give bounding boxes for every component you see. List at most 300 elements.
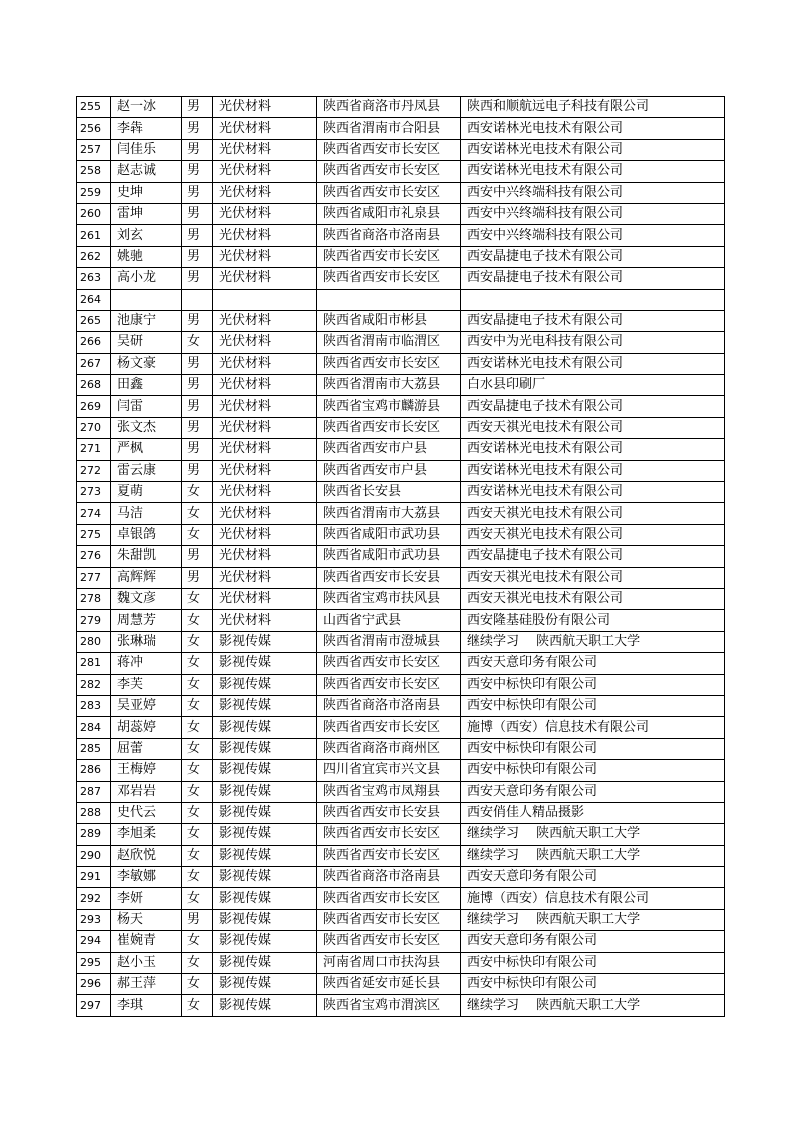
employer-cell: 西安中标快印有限公司	[461, 974, 725, 995]
employer-cell: 西安天意印务有限公司	[461, 653, 725, 674]
employer-cell: 西安诺林光电技术有限公司	[461, 118, 725, 139]
gender-cell: 女	[182, 802, 213, 823]
major-cell: 光伏材料	[213, 439, 317, 460]
origin-cell: 陕西省咸阳市彬县	[317, 310, 461, 331]
major-cell: 影视传媒	[213, 653, 317, 674]
table-row	[77, 118, 725, 139]
gender-cell: 女	[182, 524, 213, 545]
roster-body	[77, 97, 725, 1017]
origin-cell: 四川省宜宾市兴文县	[317, 760, 461, 781]
origin-cell: 陕西省商洛市洛南县	[317, 695, 461, 716]
gender-cell: 男	[182, 439, 213, 460]
table-row	[77, 417, 725, 438]
origin-cell	[317, 289, 461, 310]
major-cell: 光伏材料	[213, 182, 317, 203]
employer-cell: 西安天意印务有限公司	[461, 931, 725, 952]
table-row	[77, 824, 725, 845]
employer-cell: 西安天意印务有限公司	[461, 781, 725, 802]
major-cell: 光伏材料	[213, 332, 317, 353]
major-cell: 影视传媒	[213, 952, 317, 973]
origin-cell: 陕西省西安市长安县	[317, 567, 461, 588]
row-number-cell: 281	[77, 653, 111, 674]
employer-cell: 继续学习 陕西航天职工大学	[461, 824, 725, 845]
gender-cell: 女	[182, 888, 213, 909]
gender-cell: 女	[182, 588, 213, 609]
name-cell: 严枫	[111, 439, 182, 460]
table-row	[77, 268, 725, 289]
employer-cell: 西安中为光电科技有限公司	[461, 332, 725, 353]
table-row	[77, 867, 725, 888]
gender-cell: 女	[182, 952, 213, 973]
row-number-cell: 267	[77, 353, 111, 374]
table-row	[77, 995, 725, 1016]
row-number-cell: 257	[77, 139, 111, 160]
gender-cell: 男	[182, 182, 213, 203]
employer-cell: 施博（西安）信息技术有限公司	[461, 888, 725, 909]
employer-cell: 西安晶捷电子技术有限公司	[461, 546, 725, 567]
major-cell: 光伏材料	[213, 396, 317, 417]
row-number-cell: 296	[77, 974, 111, 995]
employer-cell: 西安晶捷电子技术有限公司	[461, 246, 725, 267]
table-row	[77, 353, 725, 374]
employer-cell: 西安诺林光电技术有限公司	[461, 482, 725, 503]
table-row	[77, 909, 725, 930]
major-cell: 光伏材料	[213, 610, 317, 631]
employer-cell: 西安中标快印有限公司	[461, 760, 725, 781]
name-cell: 赵小玉	[111, 952, 182, 973]
origin-cell: 陕西省渭南市合阳县	[317, 118, 461, 139]
gender-cell: 女	[182, 760, 213, 781]
row-number-cell: 297	[77, 995, 111, 1016]
origin-cell: 陕西省延安市延长县	[317, 974, 461, 995]
row-number-cell: 292	[77, 888, 111, 909]
table-row	[77, 845, 725, 866]
row-number-cell: 263	[77, 268, 111, 289]
name-cell: 杨文豪	[111, 353, 182, 374]
employer-cell: 西安中标快印有限公司	[461, 952, 725, 973]
table-row	[77, 246, 725, 267]
employer-cell: 陕西和顺航远电子科技有限公司	[461, 97, 725, 118]
table-row	[77, 203, 725, 224]
origin-cell: 陕西省咸阳市武功县	[317, 524, 461, 545]
name-cell: 崔婉青	[111, 931, 182, 952]
row-number-cell: 289	[77, 824, 111, 845]
gender-cell: 女	[182, 610, 213, 631]
name-cell: 姚驰	[111, 246, 182, 267]
row-number-cell: 282	[77, 674, 111, 695]
origin-cell: 陕西省西安市长安区	[317, 161, 461, 182]
table-row	[77, 738, 725, 759]
name-cell: 杨天	[111, 909, 182, 930]
name-cell: 雷云康	[111, 460, 182, 481]
student-roster-table	[76, 96, 725, 1017]
table-row	[77, 546, 725, 567]
table-row	[77, 760, 725, 781]
origin-cell: 陕西省西安市长安区	[317, 417, 461, 438]
major-cell: 影视传媒	[213, 781, 317, 802]
gender-cell: 男	[182, 909, 213, 930]
name-cell: 张琳瑞	[111, 631, 182, 652]
name-cell: 李妍	[111, 888, 182, 909]
employer-cell: 西安诺林光电技术有限公司	[461, 460, 725, 481]
row-number-cell: 278	[77, 588, 111, 609]
table-row	[77, 332, 725, 353]
origin-cell: 陕西省西安市长安区	[317, 246, 461, 267]
table-row	[77, 931, 725, 952]
row-number-cell: 270	[77, 417, 111, 438]
major-cell: 光伏材料	[213, 588, 317, 609]
table-row	[77, 482, 725, 503]
table-row	[77, 375, 725, 396]
major-cell: 光伏材料	[213, 268, 317, 289]
origin-cell: 陕西省西安市长安区	[317, 888, 461, 909]
origin-cell: 陕西省西安市户县	[317, 439, 461, 460]
row-number-cell: 271	[77, 439, 111, 460]
major-cell: 光伏材料	[213, 97, 317, 118]
row-number-cell: 261	[77, 225, 111, 246]
major-cell: 光伏材料	[213, 524, 317, 545]
employer-cell: 西安天祺光电技术有限公司	[461, 524, 725, 545]
table-row	[77, 974, 725, 995]
employer-cell: 西安诺林光电技术有限公司	[461, 439, 725, 460]
major-cell: 光伏材料	[213, 139, 317, 160]
origin-cell: 陕西省西安市长安区	[317, 931, 461, 952]
employer-cell: 白水县印刷厂	[461, 375, 725, 396]
row-number-cell: 265	[77, 310, 111, 331]
row-number-cell: 264	[77, 289, 111, 310]
gender-cell: 女	[182, 695, 213, 716]
table-row	[77, 588, 725, 609]
gender-cell: 女	[182, 845, 213, 866]
table-row	[77, 289, 725, 310]
employer-cell: 西安中兴终端科技有限公司	[461, 225, 725, 246]
major-cell: 光伏材料	[213, 460, 317, 481]
name-cell: 史代云	[111, 802, 182, 823]
table-row	[77, 674, 725, 695]
employer-cell: 西安中标快印有限公司	[461, 738, 725, 759]
employer-cell: 西安天祺光电技术有限公司	[461, 567, 725, 588]
row-number-cell: 269	[77, 396, 111, 417]
employer-cell: 西安晶捷电子技术有限公司	[461, 268, 725, 289]
row-number-cell: 273	[77, 482, 111, 503]
row-number-cell: 288	[77, 802, 111, 823]
gender-cell: 女	[182, 503, 213, 524]
row-number-cell: 266	[77, 332, 111, 353]
gender-cell: 女	[182, 653, 213, 674]
major-cell: 光伏材料	[213, 161, 317, 182]
employer-cell: 西安中标快印有限公司	[461, 674, 725, 695]
gender-cell: 男	[182, 97, 213, 118]
name-cell: 吴亚婷	[111, 695, 182, 716]
origin-cell: 陕西省西安市长安区	[317, 139, 461, 160]
employer-cell: 继续学习 陕西航天职工大学	[461, 631, 725, 652]
gender-cell: 女	[182, 332, 213, 353]
origin-cell: 陕西省宝鸡市麟游县	[317, 396, 461, 417]
gender-cell: 女	[182, 974, 213, 995]
employer-cell: 继续学习 陕西航天职工大学	[461, 845, 725, 866]
origin-cell: 陕西省商洛市丹凤县	[317, 97, 461, 118]
name-cell: 刘玄	[111, 225, 182, 246]
gender-cell: 女	[182, 867, 213, 888]
name-cell: 马洁	[111, 503, 182, 524]
table-row	[77, 439, 725, 460]
employer-cell: 继续学习 陕西航天职工大学	[461, 909, 725, 930]
origin-cell: 陕西省西安市长安区	[317, 653, 461, 674]
origin-cell: 陕西省渭南市临渭区	[317, 332, 461, 353]
employer-cell: 西安俏佳人精品摄影	[461, 802, 725, 823]
table-row	[77, 503, 725, 524]
gender-cell: 男	[182, 375, 213, 396]
table-row	[77, 139, 725, 160]
row-number-cell: 258	[77, 161, 111, 182]
origin-cell: 陕西省渭南市大荔县	[317, 375, 461, 396]
origin-cell: 陕西省西安市长安区	[317, 674, 461, 695]
gender-cell: 男	[182, 546, 213, 567]
employer-cell: 西安诺林光电技术有限公司	[461, 161, 725, 182]
row-number-cell: 291	[77, 867, 111, 888]
employer-cell: 施博（西安）信息技术有限公司	[461, 717, 725, 738]
row-number-cell: 280	[77, 631, 111, 652]
row-number-cell: 274	[77, 503, 111, 524]
major-cell: 光伏材料	[213, 546, 317, 567]
table-row	[77, 524, 725, 545]
gender-cell: 男	[182, 161, 213, 182]
major-cell: 光伏材料	[213, 118, 317, 139]
row-number-cell: 259	[77, 182, 111, 203]
name-cell: 李琪	[111, 995, 182, 1016]
origin-cell: 陕西省西安市长安区	[317, 909, 461, 930]
origin-cell: 陕西省咸阳市武功县	[317, 546, 461, 567]
origin-cell: 陕西省西安市长安区	[317, 845, 461, 866]
major-cell: 光伏材料	[213, 375, 317, 396]
origin-cell: 陕西省商洛市洛南县	[317, 867, 461, 888]
origin-cell: 陕西省商洛市洛南县	[317, 225, 461, 246]
gender-cell: 女	[182, 482, 213, 503]
employer-cell: 西安晶捷电子技术有限公司	[461, 396, 725, 417]
major-cell: 光伏材料	[213, 482, 317, 503]
name-cell: 李敏娜	[111, 867, 182, 888]
row-number-cell: 286	[77, 760, 111, 781]
row-number-cell: 260	[77, 203, 111, 224]
table-row	[77, 182, 725, 203]
origin-cell: 陕西省宝鸡市渭滨区	[317, 995, 461, 1016]
major-cell: 影视传媒	[213, 845, 317, 866]
origin-cell: 陕西省西安市长安县	[317, 802, 461, 823]
name-cell: 李犇	[111, 118, 182, 139]
origin-cell: 陕西省咸阳市礼泉县	[317, 203, 461, 224]
employer-cell: 西安诺林光电技术有限公司	[461, 353, 725, 374]
major-cell: 光伏材料	[213, 203, 317, 224]
gender-cell: 男	[182, 139, 213, 160]
gender-cell: 女	[182, 931, 213, 952]
name-cell: 卓银鸽	[111, 524, 182, 545]
name-cell: 王梅婷	[111, 760, 182, 781]
major-cell: 影视传媒	[213, 909, 317, 930]
name-cell: 李旭柔	[111, 824, 182, 845]
employer-cell: 西安天祺光电技术有限公司	[461, 588, 725, 609]
table-row	[77, 631, 725, 652]
gender-cell: 女	[182, 631, 213, 652]
gender-cell: 女	[182, 995, 213, 1016]
table-row	[77, 161, 725, 182]
major-cell: 光伏材料	[213, 246, 317, 267]
name-cell: 夏萌	[111, 482, 182, 503]
employer-cell: 西安中兴终端科技有限公司	[461, 182, 725, 203]
origin-cell: 陕西省西安市长安区	[317, 824, 461, 845]
name-cell: 史坤	[111, 182, 182, 203]
employer-cell: 西安晶捷电子技术有限公司	[461, 310, 725, 331]
major-cell: 影视传媒	[213, 802, 317, 823]
row-number-cell: 283	[77, 695, 111, 716]
table-row	[77, 802, 725, 823]
name-cell: 吴研	[111, 332, 182, 353]
employer-cell: 西安天祺光电技术有限公司	[461, 503, 725, 524]
row-number-cell: 284	[77, 717, 111, 738]
gender-cell: 女	[182, 717, 213, 738]
employer-cell: 西安中兴终端科技有限公司	[461, 203, 725, 224]
major-cell: 光伏材料	[213, 225, 317, 246]
name-cell	[111, 289, 182, 310]
table-row	[77, 97, 725, 118]
employer-cell: 西安隆基硅股份有限公司	[461, 610, 725, 631]
origin-cell: 河南省周口市扶沟县	[317, 952, 461, 973]
origin-cell: 陕西省宝鸡市扶风县	[317, 588, 461, 609]
table-row	[77, 310, 725, 331]
row-number-cell: 268	[77, 375, 111, 396]
name-cell: 田鑫	[111, 375, 182, 396]
origin-cell: 陕西省西安市长安区	[317, 717, 461, 738]
origin-cell: 陕西省宝鸡市凤翔县	[317, 781, 461, 802]
employer-cell: 西安天祺光电技术有限公司	[461, 417, 725, 438]
origin-cell: 陕西省长安县	[317, 482, 461, 503]
gender-cell: 男	[182, 225, 213, 246]
major-cell: 影视传媒	[213, 738, 317, 759]
gender-cell: 女	[182, 674, 213, 695]
employer-cell: 西安中标快印有限公司	[461, 695, 725, 716]
row-number-cell: 277	[77, 567, 111, 588]
row-number-cell: 285	[77, 738, 111, 759]
gender-cell: 男	[182, 268, 213, 289]
major-cell: 影视传媒	[213, 888, 317, 909]
gender-cell: 男	[182, 118, 213, 139]
gender-cell: 男	[182, 353, 213, 374]
origin-cell: 陕西省西安市长安区	[317, 182, 461, 203]
origin-cell: 陕西省商洛市商州区	[317, 738, 461, 759]
name-cell: 闫雷	[111, 396, 182, 417]
gender-cell: 男	[182, 567, 213, 588]
name-cell: 蒋冲	[111, 653, 182, 674]
row-number-cell: 293	[77, 909, 111, 930]
table-row	[77, 653, 725, 674]
table-row	[77, 781, 725, 802]
row-number-cell: 256	[77, 118, 111, 139]
name-cell: 雷坤	[111, 203, 182, 224]
major-cell: 影视传媒	[213, 717, 317, 738]
row-number-cell: 290	[77, 845, 111, 866]
major-cell: 影视传媒	[213, 995, 317, 1016]
gender-cell: 男	[182, 203, 213, 224]
row-number-cell: 287	[77, 781, 111, 802]
name-cell: 周慧芳	[111, 610, 182, 631]
table-row	[77, 952, 725, 973]
name-cell: 邓岩岩	[111, 781, 182, 802]
major-cell: 光伏材料	[213, 310, 317, 331]
name-cell: 赵欣悦	[111, 845, 182, 866]
major-cell: 影视传媒	[213, 931, 317, 952]
table-row	[77, 610, 725, 631]
row-number-cell: 262	[77, 246, 111, 267]
name-cell: 朱甜凯	[111, 546, 182, 567]
name-cell: 池康宁	[111, 310, 182, 331]
major-cell: 影视传媒	[213, 674, 317, 695]
name-cell: 闫佳乐	[111, 139, 182, 160]
gender-cell: 女	[182, 781, 213, 802]
row-number-cell: 255	[77, 97, 111, 118]
gender-cell: 男	[182, 310, 213, 331]
table-row	[77, 567, 725, 588]
name-cell: 郝王萍	[111, 974, 182, 995]
name-cell: 高小龙	[111, 268, 182, 289]
origin-cell: 陕西省渭南市澄城县	[317, 631, 461, 652]
gender-cell: 女	[182, 738, 213, 759]
employer-cell	[461, 289, 725, 310]
major-cell: 光伏材料	[213, 503, 317, 524]
origin-cell: 陕西省西安市长安区	[317, 268, 461, 289]
name-cell: 赵一冰	[111, 97, 182, 118]
name-cell: 魏文彦	[111, 588, 182, 609]
name-cell: 胡蕊婷	[111, 717, 182, 738]
major-cell: 影视传媒	[213, 760, 317, 781]
major-cell	[213, 289, 317, 310]
employer-cell: 西安诺林光电技术有限公司	[461, 139, 725, 160]
row-number-cell: 279	[77, 610, 111, 631]
employer-cell: 继续学习 陕西航天职工大学	[461, 995, 725, 1016]
gender-cell: 男	[182, 396, 213, 417]
row-number-cell: 294	[77, 931, 111, 952]
row-number-cell: 275	[77, 524, 111, 545]
row-number-cell: 272	[77, 460, 111, 481]
table-row	[77, 695, 725, 716]
gender-cell	[182, 289, 213, 310]
major-cell: 光伏材料	[213, 353, 317, 374]
gender-cell: 女	[182, 824, 213, 845]
major-cell: 影视传媒	[213, 974, 317, 995]
table-row	[77, 888, 725, 909]
name-cell: 张文杰	[111, 417, 182, 438]
major-cell: 光伏材料	[213, 567, 317, 588]
table-row	[77, 460, 725, 481]
employer-cell: 西安天意印务有限公司	[461, 867, 725, 888]
name-cell: 屈蕾	[111, 738, 182, 759]
name-cell: 李芙	[111, 674, 182, 695]
origin-cell: 山西省宁武县	[317, 610, 461, 631]
name-cell: 高辉辉	[111, 567, 182, 588]
major-cell: 影视传媒	[213, 631, 317, 652]
origin-cell: 陕西省西安市户县	[317, 460, 461, 481]
origin-cell: 陕西省西安市长安区	[317, 353, 461, 374]
major-cell: 影视传媒	[213, 824, 317, 845]
major-cell: 影视传媒	[213, 695, 317, 716]
row-number-cell: 276	[77, 546, 111, 567]
table-row	[77, 717, 725, 738]
table-row	[77, 225, 725, 246]
gender-cell: 男	[182, 460, 213, 481]
major-cell: 影视传媒	[213, 867, 317, 888]
origin-cell: 陕西省渭南市大荔县	[317, 503, 461, 524]
major-cell: 光伏材料	[213, 417, 317, 438]
gender-cell: 男	[182, 417, 213, 438]
row-number-cell: 295	[77, 952, 111, 973]
